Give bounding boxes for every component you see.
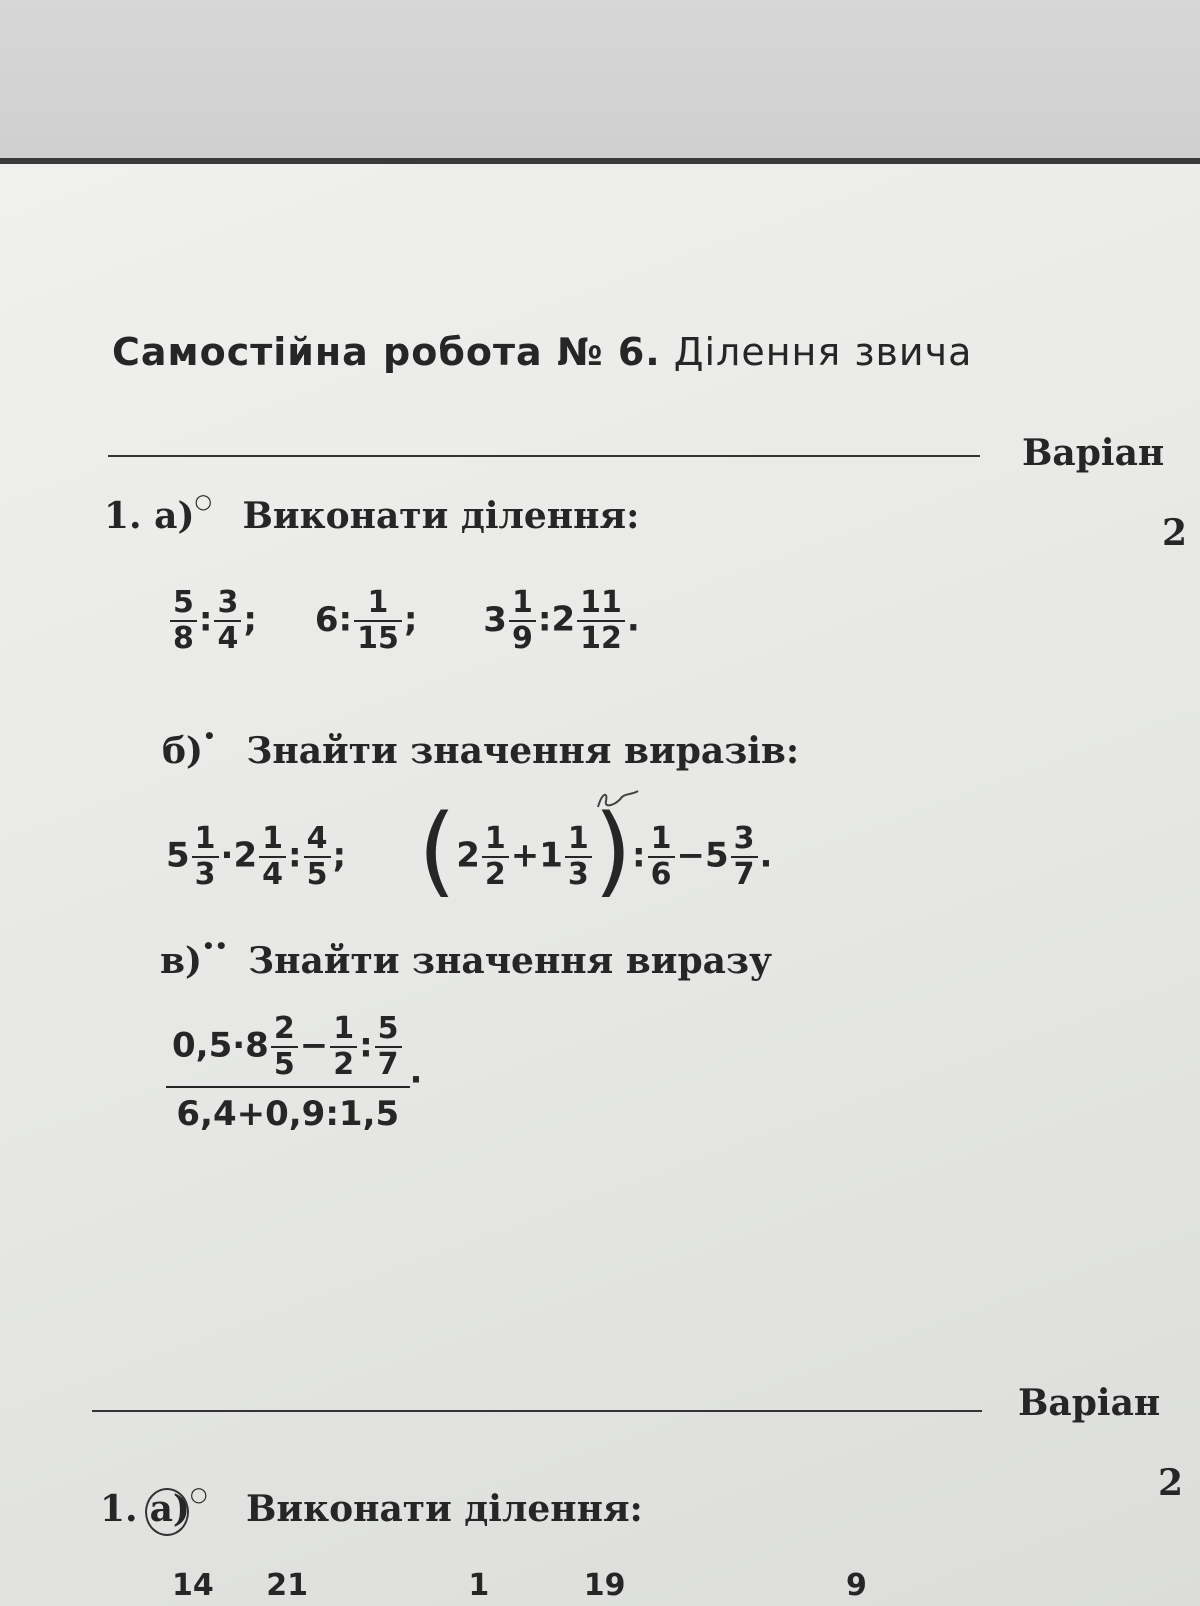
denominator: 6,4+0,9:1,5: [176, 1094, 400, 1134]
difficulty-marker: •: [203, 724, 216, 748]
title-rest: Ділення звича: [660, 330, 973, 374]
fraction: $\frac{1}{4}$: [259, 822, 286, 892]
pencil-circle: [145, 1488, 189, 1536]
task-b-text: Знайти значення виразів:: [246, 730, 800, 772]
fraction: $\frac{5}{8}$: [170, 586, 197, 656]
page-title: [112, 330, 972, 374]
task-b-label: б): [162, 730, 204, 772]
fraction: $\frac{3}{7}$: [731, 822, 758, 892]
task-a-label: 1. а): [104, 495, 195, 537]
fraction: $\frac{1}{6}$: [648, 822, 675, 892]
compound-fraction: 0,5·8 $\frac{2}{5}$ − $\frac{1}{2}$ : $\frac{5}{7}$ 6,4+0,9:1,5: [166, 1012, 410, 1134]
background-above-page: [0, 0, 1200, 150]
corner-number-2: 2: [1158, 1462, 1184, 1504]
task-a-expressions: $\frac{5}{8}$ : $\frac{3}{4}$ ; 6: $\frac{1}{15}$ ; 3 $\frac{1}{9}$ :2 $\frac{11}{12}$ .: [168, 586, 640, 656]
title-bold: Самостійна робота № 6.: [112, 330, 661, 374]
variant-rule-2: [92, 1410, 982, 1412]
task-c-heading: [160, 934, 773, 982]
pencil-scribble: [592, 785, 642, 815]
fraction: $\frac{3}{4}$: [214, 586, 241, 656]
task-a-text: Виконати ділення:: [242, 495, 640, 537]
difficulty-marker: ••: [202, 934, 228, 958]
variant-heading: Варіан: [1022, 432, 1165, 474]
task-a-heading: [104, 489, 640, 537]
fraction: $\frac{5}{7}$: [375, 1012, 402, 1082]
fraction: $\frac{4}{5}$: [304, 822, 331, 892]
fraction: $\frac{2}{5}$: [271, 1012, 298, 1082]
variant-heading-2: Варіан: [1018, 1382, 1161, 1424]
difficulty-marker: ○: [194, 489, 212, 513]
fraction: $\frac{1}{15}$: [354, 586, 402, 656]
fraction: $\frac{11}{12}$: [577, 586, 625, 656]
corner-number: 2: [1162, 512, 1188, 554]
variant-rule: [108, 455, 980, 457]
task-c-text: Знайти значення виразу: [248, 940, 773, 982]
task-c-expression: 0,5·8 $\frac{2}{5}$ − $\frac{1}{2}$ : $\frac{5}{7}$ 6,4+0,9:1,5 .: [166, 1012, 422, 1134]
task-b-heading: [162, 724, 800, 772]
task-a-heading-2: 1. а)○ Виконати ділення:: [100, 1482, 643, 1530]
fraction: $\frac{1}{2}$: [482, 822, 509, 892]
fraction: $\frac{1}{3}$: [565, 822, 592, 892]
fraction: $\frac{1}{3}$: [192, 822, 219, 892]
fraction: $\frac{1}{9}$: [509, 586, 536, 656]
fraction: $\frac{1}{2}$: [330, 1012, 357, 1082]
task-c-label: в): [160, 940, 203, 982]
task-b-expressions: 5 $\frac{1}{3}$ ·2 $\frac{1}{4}$ : $\frac{4}{5}$ ; (2 $\frac{1}{2}$ +1 $\frac{1}{3}$ ): $\frac{1}{6}$ −5 $\frac{3}{7}$ .: [166, 794, 773, 908]
cut-off-fractions: 14 21 1 19 9: [172, 1568, 867, 1603]
